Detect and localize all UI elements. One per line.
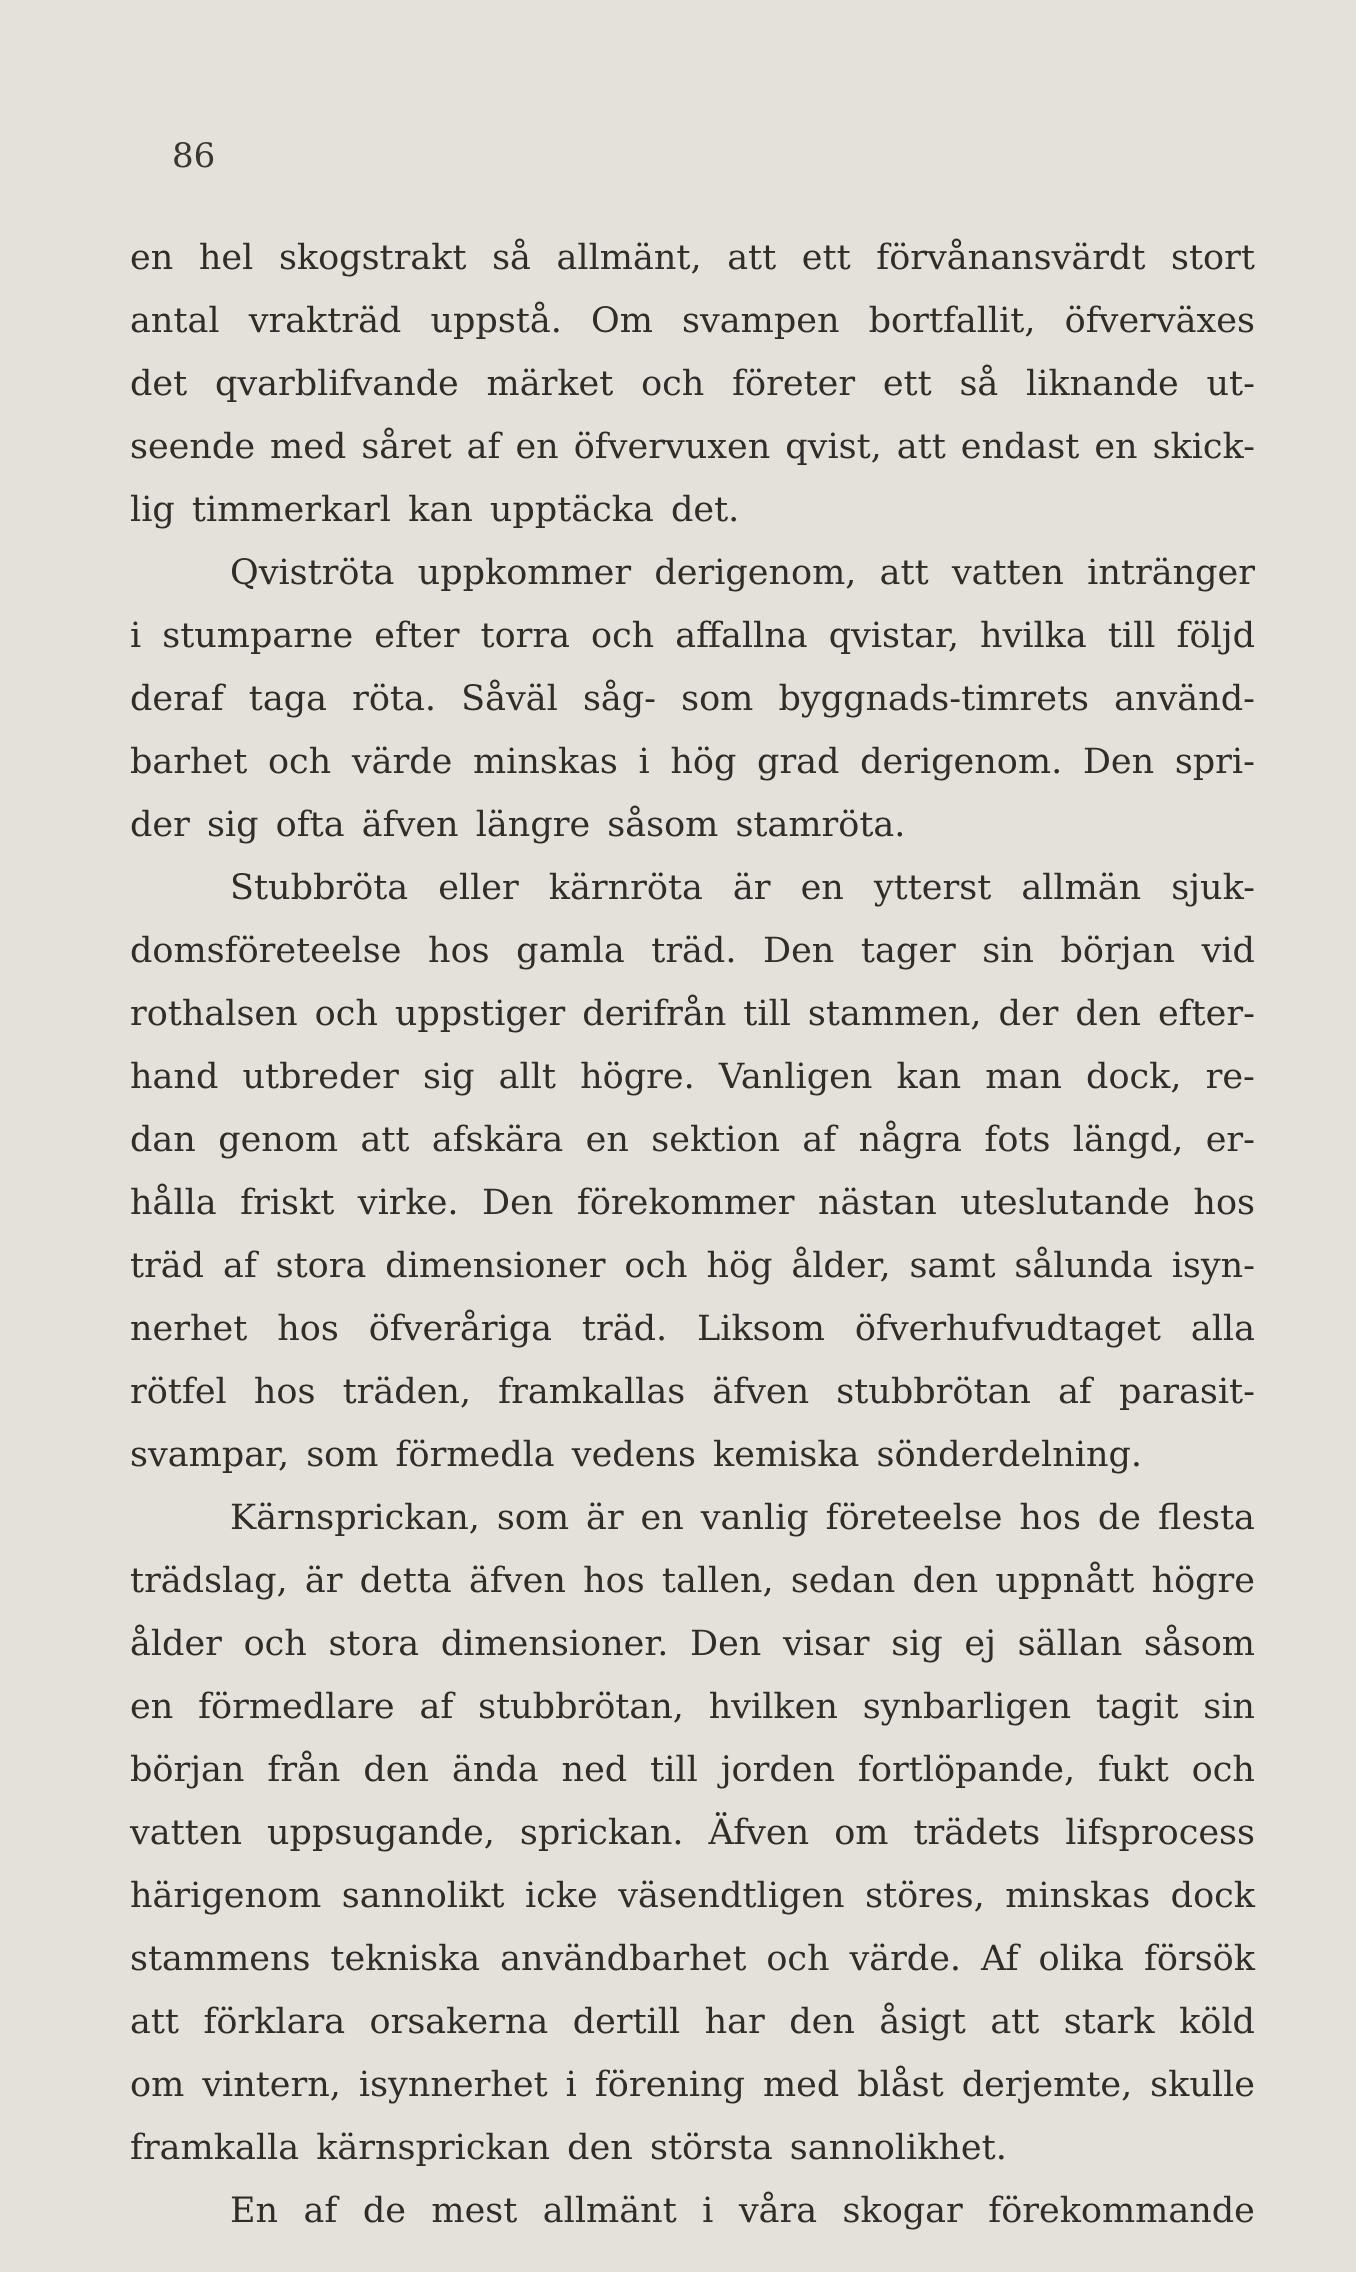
- text-line: [130, 1234, 1255, 1297]
- word: vanlig: [700, 1497, 809, 1538]
- text-line: der sig ofta äfven längre såsom stamröta.: [130, 804, 906, 845]
- word: företeelse: [825, 1497, 1003, 1538]
- word: parasit-: [1119, 1371, 1255, 1412]
- word: stubbrötan: [836, 1371, 1031, 1412]
- word: är: [586, 1497, 624, 1538]
- text-line: [130, 730, 1255, 793]
- word: stort: [1171, 237, 1255, 278]
- word: sektion: [651, 1119, 781, 1160]
- word: stammens: [130, 1938, 311, 1979]
- word: om: [130, 2064, 185, 2105]
- word: till: [743, 993, 791, 1034]
- word: dan: [130, 1119, 196, 1160]
- word: efter-: [1157, 993, 1255, 1034]
- word: början: [1060, 930, 1175, 971]
- word: nästan: [817, 1182, 937, 1223]
- word: Om: [591, 300, 653, 341]
- word: och: [314, 993, 378, 1034]
- word: hos: [1019, 1497, 1081, 1538]
- text-line: [130, 856, 1255, 919]
- word: sin: [982, 930, 1034, 971]
- word: allmän: [1021, 867, 1142, 908]
- word: hos: [277, 1308, 339, 1349]
- word: antal: [130, 300, 220, 341]
- word: ej: [964, 1623, 996, 1664]
- word: och: [1191, 1749, 1255, 1790]
- word: detta: [359, 1560, 452, 1601]
- word: derifrån: [582, 993, 727, 1034]
- word: längd,: [1072, 1119, 1184, 1160]
- word: är: [732, 867, 771, 908]
- word: ytterst: [873, 867, 992, 908]
- word: sällan: [1017, 1623, 1123, 1664]
- word: öfverhufvudtaget: [854, 1308, 1161, 1349]
- word: att: [727, 237, 777, 278]
- text-line: [130, 2179, 1255, 2242]
- word: qvistar,: [828, 615, 959, 656]
- text-line: lig timmerkarl kan upptäcka det.: [130, 489, 740, 530]
- text-line: [130, 1738, 1255, 1801]
- word: trädslag,: [130, 1560, 288, 1601]
- word: samt: [909, 1245, 996, 1286]
- word: dock,: [1086, 1056, 1182, 1097]
- text-line: [130, 1549, 1255, 1612]
- word: icke: [524, 1875, 598, 1916]
- word: seende: [130, 426, 256, 467]
- word: alla: [1190, 1308, 1255, 1349]
- word: är: [304, 1560, 343, 1601]
- word: följd: [1176, 615, 1255, 656]
- word: förklara: [203, 2001, 346, 2042]
- word: derigenom.: [860, 741, 1063, 782]
- word: re-: [1205, 1056, 1255, 1097]
- word: såsom: [1143, 1623, 1255, 1664]
- word: svampen: [682, 300, 840, 341]
- word: endast: [960, 426, 1080, 467]
- word: förening: [594, 2064, 745, 2105]
- word: och: [267, 741, 332, 782]
- text-line: [130, 1990, 1255, 2053]
- word: den: [912, 1560, 979, 1601]
- word: som: [496, 1497, 570, 1538]
- text-line: [130, 226, 1255, 289]
- word: bortfallit,: [868, 300, 1036, 341]
- word: äfven: [469, 1560, 566, 1601]
- word: en: [640, 1497, 684, 1538]
- body-text: [130, 226, 1255, 2242]
- word: stark: [1063, 2001, 1155, 2042]
- word: derigenom,: [654, 552, 857, 593]
- word: att: [130, 2001, 179, 2042]
- word: Den: [763, 930, 835, 971]
- text-line: [130, 1171, 1255, 1234]
- word: den: [1075, 993, 1141, 1034]
- word: synbarligen: [862, 1686, 1072, 1727]
- word: har: [704, 2001, 765, 2042]
- word: förekommer: [576, 1182, 795, 1223]
- word: träden,: [342, 1371, 472, 1412]
- word: stubbrötan,: [478, 1686, 684, 1727]
- word: försök: [1143, 1938, 1255, 1979]
- word: utbreder: [242, 1056, 399, 1097]
- word: er-: [1205, 1119, 1255, 1160]
- word: tager: [860, 930, 956, 971]
- word: och: [243, 1623, 307, 1664]
- word: affallna: [675, 615, 808, 656]
- word: en: [800, 867, 844, 908]
- text-line: svampar, som förmedla vedens kemiska sönderdelning.: [130, 1434, 1143, 1475]
- word: och: [591, 615, 655, 656]
- word: de: [1097, 1497, 1142, 1538]
- word: uteslutande: [960, 1182, 1170, 1223]
- word: taga: [248, 678, 327, 719]
- word: Såväl: [461, 678, 558, 719]
- word: hvilka: [980, 615, 1087, 656]
- word: värde: [351, 741, 453, 782]
- word: torra: [480, 615, 570, 656]
- word: blåst: [857, 2064, 944, 2105]
- word: lifsprocess: [1065, 1812, 1255, 1853]
- word: det: [130, 363, 188, 404]
- word: afskära: [431, 1119, 564, 1160]
- word: tagit: [1095, 1686, 1179, 1727]
- word: gamla: [516, 930, 625, 971]
- word: så: [492, 237, 531, 278]
- word: Af: [980, 1938, 1019, 1979]
- word: Den: [690, 1623, 762, 1664]
- word: i: [638, 741, 650, 782]
- word: Qviströta: [230, 552, 395, 593]
- text-line: framkalla kärnsprickan den största sannolikhet.: [130, 2127, 1007, 2168]
- word: hel: [198, 237, 254, 278]
- word: och: [766, 1938, 830, 1979]
- word: fukt: [1097, 1749, 1169, 1790]
- word: stora: [328, 1623, 420, 1664]
- word: uppkommer: [417, 552, 632, 593]
- word: använd-: [1114, 678, 1255, 719]
- word: uppstiger: [394, 993, 566, 1034]
- text-line: [130, 1801, 1255, 1864]
- word: vatten: [951, 552, 1064, 593]
- word: vintern,: [202, 2064, 341, 2105]
- word: en: [130, 237, 174, 278]
- word: att: [879, 552, 929, 593]
- word: med: [270, 426, 347, 467]
- word: härigenom: [130, 1875, 322, 1916]
- word: ålder,: [791, 1245, 891, 1286]
- word: orsakerna: [369, 2001, 549, 2042]
- word: öfverväxes: [1064, 300, 1255, 341]
- word: sannolikt: [341, 1875, 505, 1916]
- word: hög: [706, 1245, 773, 1286]
- word: uppnått: [995, 1560, 1135, 1601]
- text-line: [130, 1675, 1255, 1738]
- word: den: [789, 2001, 855, 2042]
- word: Den: [1082, 741, 1155, 782]
- text-line: [130, 1108, 1255, 1171]
- word: sin: [1203, 1686, 1255, 1727]
- word: allmänt: [542, 2190, 677, 2231]
- word: förmedlare: [198, 1686, 395, 1727]
- word: kan: [896, 1056, 962, 1097]
- word: dock: [1170, 1875, 1255, 1916]
- word: ned: [561, 1749, 628, 1790]
- word: märket: [486, 363, 614, 404]
- text-line: [130, 1297, 1255, 1360]
- word: från: [267, 1749, 341, 1790]
- word: barhet: [130, 741, 248, 782]
- word: minskas: [472, 741, 618, 782]
- word: visar: [783, 1623, 870, 1664]
- word: trädets: [913, 1812, 1041, 1853]
- word: af: [419, 1686, 454, 1727]
- word: hvilken: [708, 1686, 838, 1727]
- word: till: [1107, 615, 1156, 656]
- word: förekommande: [988, 2190, 1255, 2231]
- word: så: [959, 363, 999, 404]
- word: spri-: [1174, 741, 1255, 782]
- word: sig: [422, 1056, 475, 1097]
- word: skick-: [1152, 426, 1255, 467]
- word: af: [802, 1119, 837, 1160]
- word: af: [1058, 1371, 1092, 1412]
- word: friskt: [240, 1182, 335, 1223]
- word: tekniska: [330, 1938, 481, 1979]
- word: öfvervuxen: [573, 426, 771, 467]
- text-line: [130, 541, 1255, 604]
- word: hos: [1193, 1182, 1255, 1223]
- word: virke.: [357, 1182, 459, 1223]
- word: störes,: [865, 1875, 985, 1916]
- word: hos: [583, 1560, 645, 1601]
- word: en: [515, 426, 559, 467]
- word: qvist,: [785, 426, 882, 467]
- word: i: [565, 2064, 577, 2105]
- word: fots: [984, 1119, 1051, 1160]
- word: hand: [130, 1056, 219, 1097]
- word: och: [624, 1245, 688, 1286]
- text-line: [130, 982, 1255, 1045]
- word: af: [466, 426, 501, 467]
- word: mest: [431, 2190, 518, 2231]
- text-line: [130, 1612, 1255, 1675]
- word: framkallas: [498, 1371, 686, 1412]
- word: att: [896, 426, 946, 467]
- word: användbarhet: [500, 1938, 747, 1979]
- word: våra: [738, 2190, 818, 2231]
- word: Liksom: [697, 1308, 825, 1349]
- word: af: [303, 2190, 338, 2231]
- word: äfven: [712, 1371, 810, 1412]
- word: man: [985, 1056, 1062, 1097]
- word: rötfel: [130, 1371, 227, 1412]
- word: till: [650, 1749, 698, 1790]
- word: ända: [451, 1749, 539, 1790]
- word: allt: [498, 1056, 556, 1097]
- text-line: [130, 415, 1255, 478]
- word: vatten: [130, 1812, 243, 1853]
- word: hos: [428, 930, 490, 971]
- word: förvånansvärdt: [876, 237, 1146, 278]
- word: jorden: [720, 1749, 836, 1790]
- word: Stubbröta: [230, 867, 409, 908]
- text-line: [130, 1486, 1255, 1549]
- word: olika: [1038, 1938, 1125, 1979]
- word: om: [834, 1812, 889, 1853]
- word: uppsugande,: [267, 1812, 495, 1853]
- word: företer: [732, 363, 856, 404]
- word: fortlöpande,: [857, 1749, 1076, 1790]
- word: köld: [1179, 2001, 1255, 2042]
- word: stammen,: [807, 993, 982, 1034]
- word: högre: [1151, 1560, 1255, 1601]
- word: några: [858, 1119, 963, 1160]
- word: ut-: [1206, 363, 1255, 404]
- word: skogar: [842, 2190, 963, 2231]
- word: nerhet: [130, 1308, 248, 1349]
- word: minskas: [1005, 1875, 1151, 1916]
- word: högre.: [580, 1056, 695, 1097]
- word: sedan: [790, 1560, 896, 1601]
- word: hög: [670, 741, 737, 782]
- word: sålunda: [1014, 1245, 1153, 1286]
- word: tallen,: [661, 1560, 774, 1601]
- word: der: [998, 993, 1059, 1034]
- word: En: [230, 2190, 279, 2231]
- word: Den: [482, 1182, 554, 1223]
- word: de: [362, 2190, 406, 2231]
- word: derjemte,: [961, 2064, 1133, 2105]
- word: eller: [438, 867, 519, 908]
- word: sjuk-: [1171, 867, 1255, 908]
- word: att: [990, 2001, 1040, 2042]
- word: åsigt: [879, 2001, 966, 2042]
- text-line: [130, 289, 1255, 352]
- word: stora: [275, 1245, 367, 1286]
- word: en: [1094, 426, 1138, 467]
- page-number: 86: [172, 136, 216, 176]
- word: kärnröta: [548, 867, 703, 908]
- word: såret: [361, 426, 452, 467]
- word: en: [130, 1686, 174, 1727]
- word: röta.: [352, 678, 436, 719]
- word: af: [222, 1245, 257, 1286]
- word: qvarblifvande: [214, 363, 459, 404]
- word: ett: [801, 237, 851, 278]
- word: såg-: [582, 678, 656, 719]
- word: genom: [218, 1119, 339, 1160]
- word: i: [702, 2190, 714, 2231]
- word: hålla: [130, 1182, 217, 1223]
- word: som: [681, 678, 754, 719]
- word: träd.: [581, 1308, 668, 1349]
- word: flesta: [1157, 1497, 1255, 1538]
- word: allmänt,: [556, 237, 702, 278]
- word: ålder: [130, 1623, 222, 1664]
- word: sig: [891, 1623, 943, 1664]
- word: i: [130, 615, 142, 656]
- word: isyn-: [1171, 1245, 1255, 1286]
- word: Äfven: [708, 1812, 810, 1853]
- word: Kärnsprickan,: [230, 1497, 480, 1538]
- word: byggnads-timrets: [778, 678, 1089, 719]
- word: rothalsen: [130, 993, 298, 1034]
- word: den: [363, 1749, 430, 1790]
- word: väsendtligen: [618, 1875, 845, 1916]
- text-line: [130, 352, 1255, 415]
- word: ett: [882, 363, 932, 404]
- word: dimensioner: [385, 1245, 606, 1286]
- word: liknande: [1026, 363, 1179, 404]
- word: början: [130, 1749, 245, 1790]
- word: och: [641, 363, 705, 404]
- word: domsföreteelse: [130, 930, 402, 971]
- word: att: [360, 1119, 410, 1160]
- word: deraf: [130, 678, 224, 719]
- word: sprickan.: [519, 1812, 684, 1853]
- word: en: [585, 1119, 629, 1160]
- word: träd.: [651, 930, 737, 971]
- word: grad: [757, 741, 840, 782]
- text-line: [130, 1864, 1255, 1927]
- word: dertill: [572, 2001, 681, 2042]
- word: värde.: [849, 1938, 962, 1979]
- text-line: [130, 1927, 1255, 1990]
- word: med: [762, 2064, 840, 2105]
- word: vrakträd: [248, 300, 402, 341]
- text-line: [130, 1045, 1255, 1108]
- text-line: [130, 604, 1255, 667]
- text-line: [130, 667, 1255, 730]
- word: stumparne: [162, 615, 354, 656]
- word: träd: [130, 1245, 205, 1286]
- word: uppstå.: [430, 300, 562, 341]
- word: efter: [374, 615, 460, 656]
- word: intränger: [1087, 552, 1255, 593]
- word: öfveråriga: [368, 1308, 553, 1349]
- word: Vanligen: [718, 1056, 873, 1097]
- word: skogstrakt: [278, 237, 467, 278]
- text-line: [130, 2053, 1255, 2116]
- word: vid: [1201, 930, 1255, 971]
- text-line: [130, 919, 1255, 982]
- word: skulle: [1150, 2064, 1255, 2105]
- word: dimensioner.: [440, 1623, 669, 1664]
- word: hos: [253, 1371, 316, 1412]
- word: isynnerhet: [358, 2064, 548, 2105]
- text-line: [130, 1360, 1255, 1423]
